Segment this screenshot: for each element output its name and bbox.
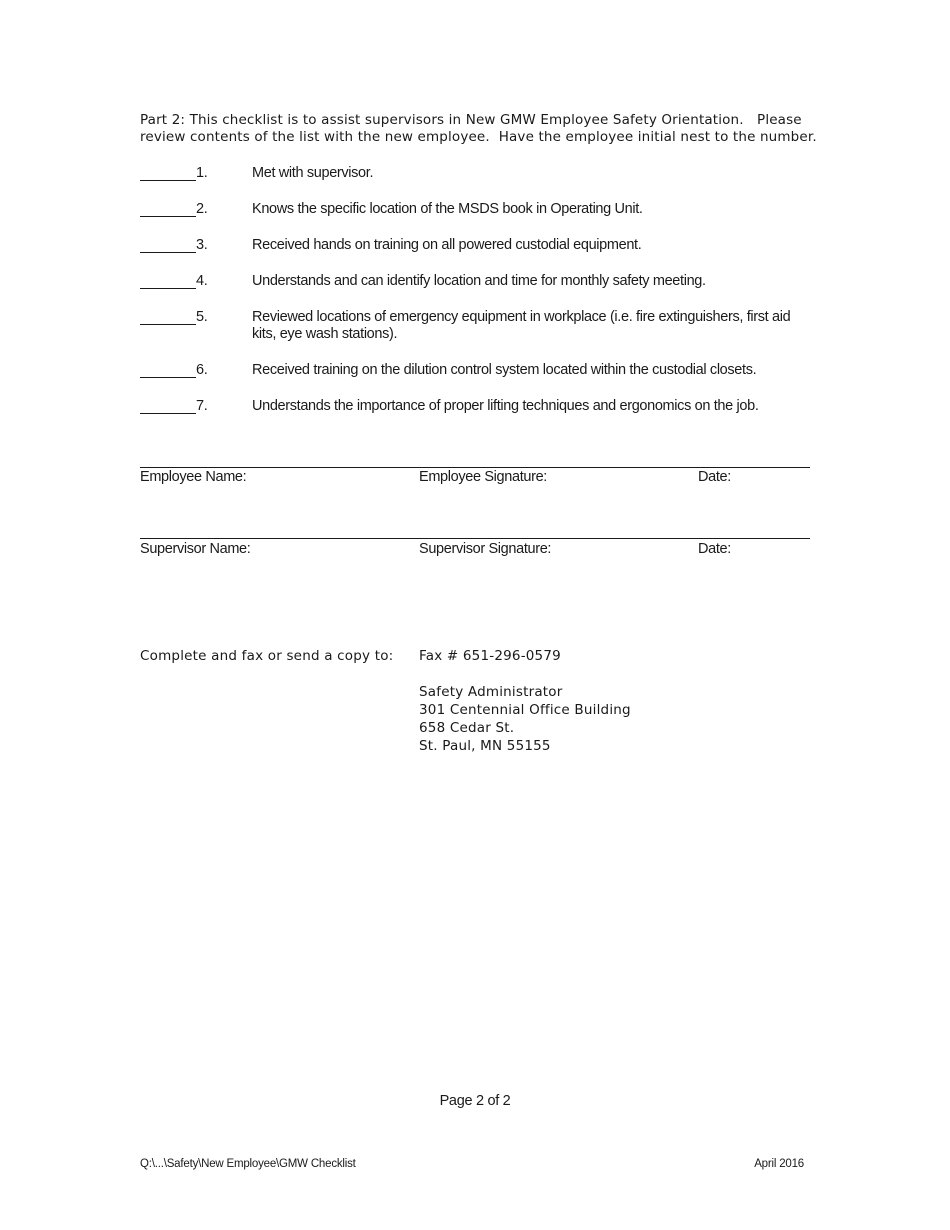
employee-signature-line[interactable] (140, 467, 810, 468)
page-number: Page 2 of 2 (439, 1093, 511, 1109)
item-text: Received hands on training on all powered custodial equipment. (252, 237, 642, 253)
initial-blank-2[interactable] (140, 216, 196, 217)
item-number: 7. (196, 398, 208, 414)
intro-paragraph (140, 112, 817, 146)
initial-blank-1[interactable] (140, 180, 196, 181)
item-number: 1. (196, 165, 208, 181)
item-number: 5. (196, 309, 208, 325)
item-number: 3. (196, 237, 208, 253)
item-text: Received training on the dilution control system located within the custodial closets. (252, 362, 757, 378)
fax-number: Fax # 651-296-0579 (419, 648, 561, 664)
address-line: 658 Cedar St. (419, 720, 515, 736)
item-text: Met with supervisor. (252, 165, 374, 181)
address-line: St. Paul, MN 55155 (419, 738, 551, 754)
employee-signature-label: Employee Signature: (419, 469, 547, 485)
supervisor-signature-label: Supervisor Signature: (419, 541, 552, 557)
employee-name-label: Employee Name: (140, 469, 247, 485)
item-text: Understands and can identify location and time for monthly safety meeting. (252, 273, 706, 289)
item-number: 2. (196, 201, 208, 217)
initial-blank-6[interactable] (140, 377, 196, 378)
supervisor-name-label: Supervisor Name: (140, 541, 251, 557)
intro-line-2: review contents of the list with the new employee. Have the employee initial nest to the number. (140, 129, 817, 145)
initial-blank-4[interactable] (140, 288, 196, 289)
address-line: Safety Administrator (419, 684, 563, 700)
item-text: Knows the specific location of the MSDS book in Operating Unit. (252, 201, 643, 217)
mailing-address (419, 683, 631, 755)
supervisor-signature-line[interactable] (140, 538, 810, 539)
item-text: Reviewed locations of emergency equipment in workplace (i.e. fire extinguishers, first aid kits, eye wash stations). (252, 309, 791, 342)
submission-instruction: Complete and fax or send a copy to: (140, 648, 394, 664)
item-number: 6. (196, 362, 208, 378)
initial-blank-5[interactable] (140, 324, 196, 325)
supervisor-date-label: Date: (698, 541, 731, 557)
footer-file-path: Q:\...\Safety\New Employee\GMW Checklist (140, 1158, 356, 1170)
employee-date-label: Date: (698, 469, 731, 485)
initial-blank-7[interactable] (140, 413, 196, 414)
intro-line-1: Part 2: This checklist is to assist supervisors in New GMW Employee Safety Orientation. Please (140, 112, 802, 128)
initial-blank-3[interactable] (140, 252, 196, 253)
footer-date: April 2016 (754, 1158, 804, 1170)
item-text: Understands the importance of proper lifting techniques and ergonomics on the job. (252, 398, 759, 414)
address-line: 301 Centennial Office Building (419, 702, 631, 718)
item-number: 4. (196, 273, 208, 289)
